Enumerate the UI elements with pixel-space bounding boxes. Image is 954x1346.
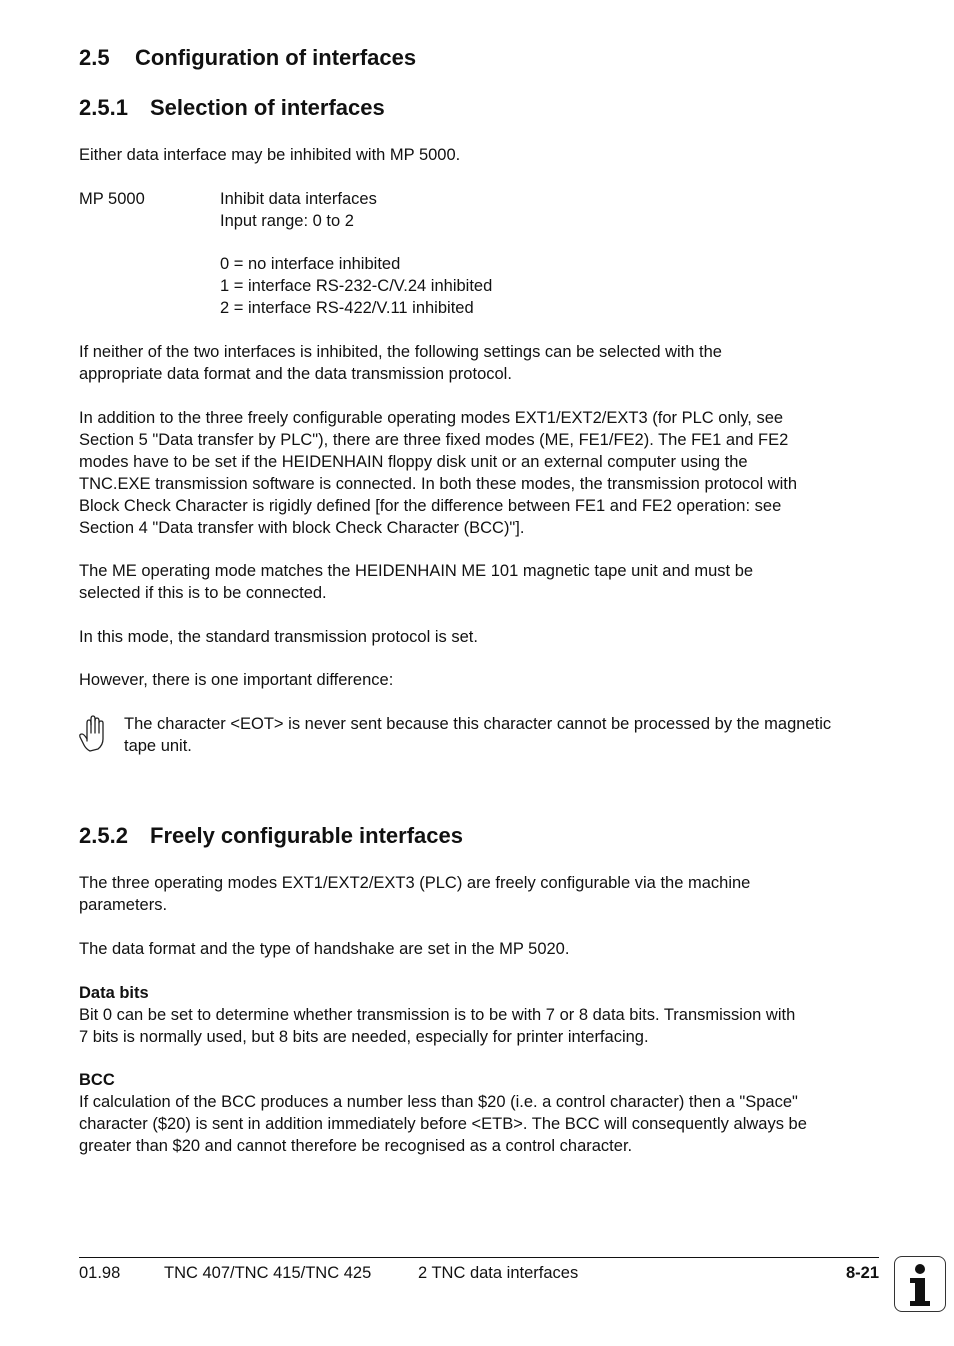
- paragraph: [79, 407, 899, 539]
- footer-date: 01.98: [79, 1264, 121, 1282]
- text-line: If neither of the two interfaces is inhibited, the following settings can be selected with the: [79, 343, 722, 361]
- paragraph: [79, 341, 879, 385]
- text-line: 7 bits is normally used, but 8 bits are needed, especially for printer interfacing.: [79, 1028, 649, 1046]
- section-title: Configuration of interfaces: [135, 45, 417, 70]
- paragraph: [79, 560, 879, 604]
- section-heading: [79, 45, 416, 71]
- text-line: Block Check Character is rigidly defined [for the difference between FE1 and FE2 operation: see: [79, 497, 782, 515]
- text-line: If calculation of the BCC produces a number less than $20 (i.e. a control character) then a "Space": [79, 1093, 798, 1111]
- text-line: modes have to be set if the HEIDENHAIN floppy disk unit or an external computer using the: [79, 453, 748, 471]
- intro-text: Either data interface may be inhibited with MP 5000.: [79, 146, 461, 164]
- subsection-title: Selection of interfaces: [150, 95, 385, 120]
- subsection-number: 2.5.2: [79, 823, 128, 848]
- mp-value: 2 = interface RS-422/V.11 inhibited: [220, 299, 474, 317]
- text-line: tape unit.: [124, 737, 192, 755]
- footer-chapter: 2 TNC data interfaces: [418, 1264, 579, 1282]
- text-line: Section 4 "Data transfer with block Check Character (BCC)"].: [79, 519, 525, 537]
- footer-model: TNC 407/TNC 415/TNC 425: [164, 1264, 372, 1282]
- bcc-heading: BCC: [79, 1071, 115, 1089]
- data-bits-section: [79, 982, 879, 1048]
- text-line: parameters.: [79, 896, 168, 914]
- text-line: character ($20) is sent in addition immediately before <ETB>. The BCC will consequently always be: [79, 1115, 807, 1133]
- text-line: greater than $20 and cannot therefore be recognised as a control character.: [79, 1137, 633, 1155]
- page-number: 8-21: [845, 1264, 879, 1282]
- mp-description: [220, 188, 377, 232]
- mp-line: Inhibit data interfaces: [220, 190, 377, 208]
- text-line: The character <EOT> is never sent because this character cannot be processed by the magnetic: [124, 715, 832, 733]
- subsection-heading-1: [79, 95, 385, 121]
- subsection-title: Freely configurable interfaces: [150, 823, 463, 848]
- info-icon: [894, 1256, 946, 1312]
- subsection-number: 2.5.1: [79, 95, 128, 120]
- note-text: [124, 713, 904, 757]
- paragraph: [79, 872, 879, 916]
- text-line: selected if this is to be connected.: [79, 584, 327, 602]
- pointing-hand-icon: [78, 713, 106, 759]
- paragraph: However, there is one important difference:: [79, 671, 394, 689]
- text-line: Section 5 "Data transfer by PLC"), there are three fixed modes (ME, FE1/FE2). The FE1 and FE2: [79, 431, 789, 449]
- data-bits-heading: Data bits: [79, 984, 149, 1002]
- paragraph: In this mode, the standard transmission protocol is set.: [79, 628, 478, 646]
- subsection-heading-2: [79, 823, 463, 849]
- text-line: appropriate data format and the data transmission protocol.: [79, 365, 512, 383]
- paragraph: The data format and the type of handshake are set in the MP 5020.: [79, 940, 570, 958]
- mp-line: Input range: 0 to 2: [220, 212, 354, 230]
- text-line: The three operating modes EXT1/EXT2/EXT3 (PLC) are freely configurable via the machine: [79, 874, 751, 892]
- mp-label: MP 5000: [79, 190, 145, 208]
- bcc-section: [79, 1069, 879, 1157]
- text-line: The ME operating mode matches the HEIDENHAIN ME 101 magnetic tape unit and must be: [79, 562, 754, 580]
- text-line: TNC.EXE transmission software is connected. In both these modes, the transmission protocol with: [79, 475, 798, 493]
- text-line: In addition to the three freely configurable operating modes EXT1/EXT2/EXT3 (for PLC only, see: [79, 409, 784, 427]
- section-number: 2.5: [79, 45, 110, 70]
- mp-value: 1 = interface RS-232-C/V.24 inhibited: [220, 277, 493, 295]
- text-line: Bit 0 can be set to determine whether transmission is to be with 7 or 8 data bits. Transmission with: [79, 1006, 796, 1024]
- footer-rule: [79, 1257, 879, 1258]
- mp-value: 0 = no interface inhibited: [220, 255, 401, 273]
- mp-values: [220, 253, 492, 319]
